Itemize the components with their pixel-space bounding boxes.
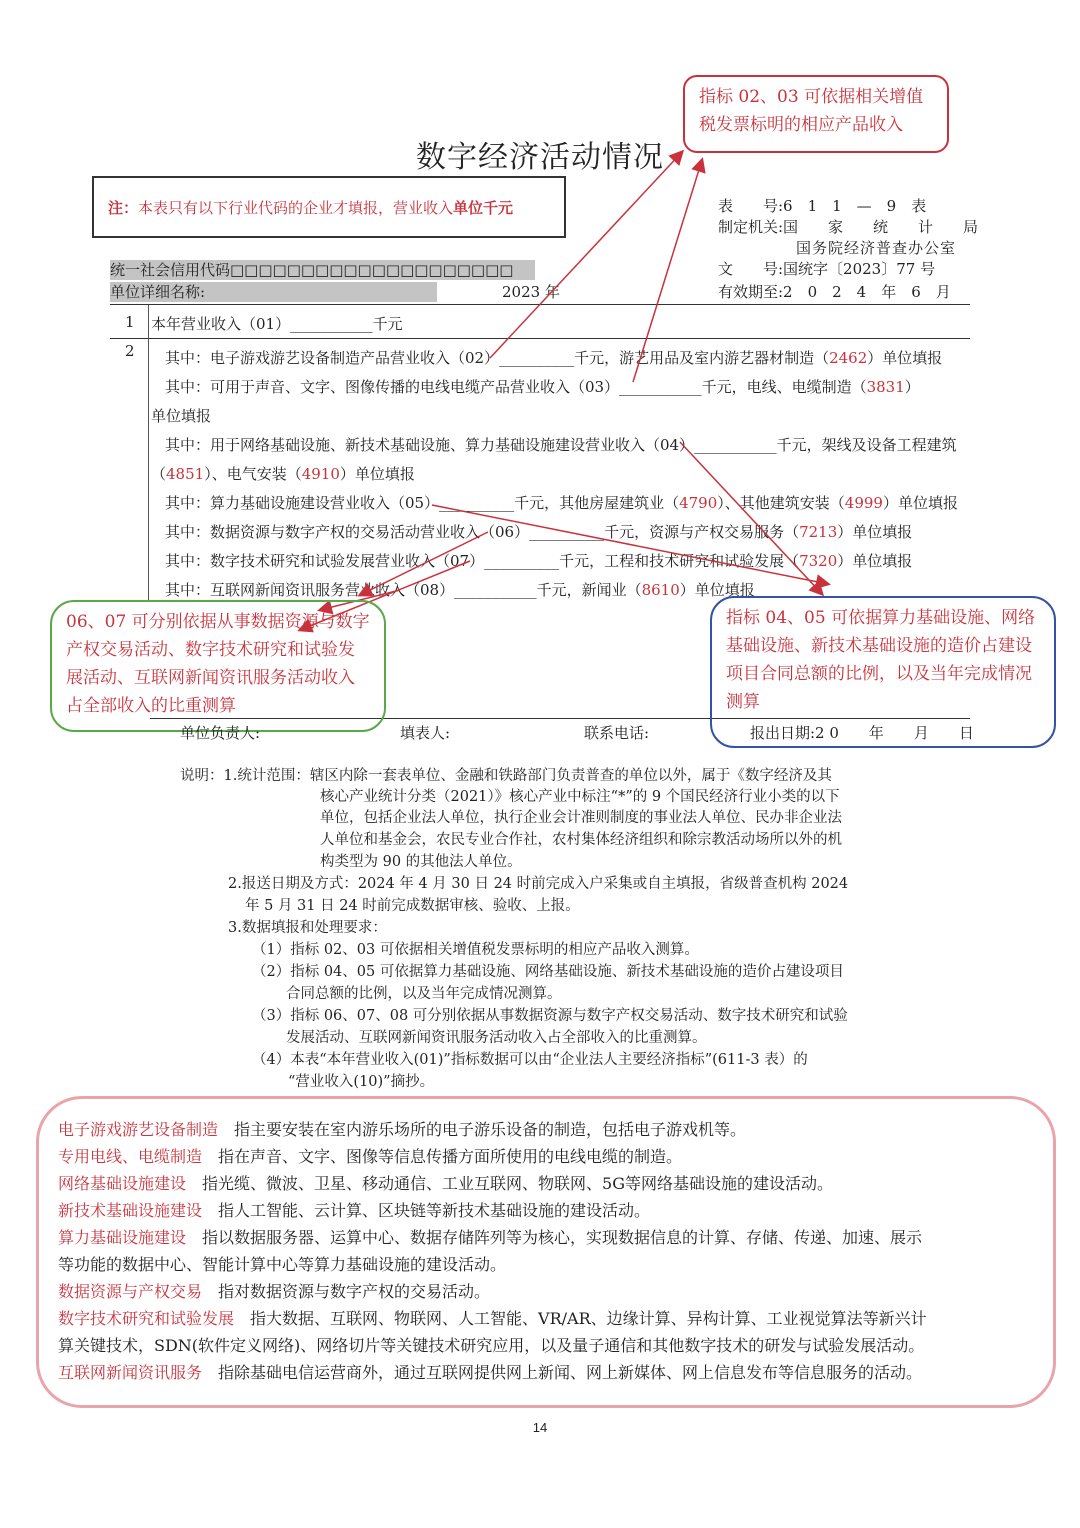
row-item-04-cont-text: （ [151, 465, 167, 483]
definition-term: 数据资源与产权交易 [58, 1282, 203, 1301]
note-bold: 单位千元 [453, 198, 514, 217]
arrow-to-callout-top [490, 152, 682, 358]
notes-line: （3）指标 06、07、08 可分别依据从事数据资源与数字产权交易活动、数字技术研究和试验 [252, 1008, 848, 1024]
callout-left: 06、07 可分别依据从事数据资源与数字产权交易活动、数字技术研究和试验发展活动、互联网新闻资讯服务活动收入占全部收入的比重测算 [50, 600, 386, 732]
row-item-07-text: 其中：数字技术研究和试验发展营业收入（07）__________千元，工程和技术研究和试验发展（ [165, 552, 800, 570]
callout-top: 指标 02、03 可依据相关增值税发票标明的相应产品收入 [683, 75, 949, 153]
industry-code: 8610 [641, 581, 680, 599]
issuing-authority: 制定机关:国 家 统 计 局 [718, 218, 979, 236]
arrow-to-callout-left [360, 532, 488, 595]
industry-code: 4851 [166, 465, 205, 483]
notes-line: 说明：1.统计范围：辖区内除一套表单位、金融和铁路部门负责普查的单位以外，属于《数字经济及其 [180, 768, 832, 784]
definition-text: 指在声音、文字、图像等信息传播方面所使用的电线电缆的制造。 [202, 1147, 683, 1166]
unit-name-label: 单位详细名称: [110, 283, 206, 301]
unit-head-label: 单位负责人: [180, 724, 261, 742]
notes-line: “营业收入(10)”摘抄。 [288, 1074, 435, 1090]
row-item-08-tail: ）单位填报 [679, 581, 755, 599]
row-item-02-tail: ）单位填报 [867, 349, 943, 367]
notes-line: （1）指标 02、03 可依据相关增值税发票标明的相应产品收入测算。 [252, 942, 699, 958]
row-item-05-tail: ）单位填报 [882, 494, 958, 512]
definition-item [58, 1197, 650, 1224]
notes-line: 年 5 月 31 日 24 时前完成数据审核、验收、上报。 [245, 898, 580, 914]
notes-line: （4）本表“本年营业收入(01)”指标数据可以由“企业法人主要经济指标”(611-3 表）的 [252, 1052, 808, 1068]
definition-term: 专用电线、电缆制造 [58, 1147, 203, 1166]
notes-line: 2.报送日期及方式：2024 年 4 月 30 日 24 时前完成入户采集或自主填报，省级普查机构 2024 [228, 876, 849, 892]
definition-item [58, 1305, 927, 1332]
row-item-03-text: 其中：可用于声音、文字、图像传播的电线电缆产品营业收入（03）___________千元，电线、电缆制造（ [165, 378, 867, 396]
definition-text: 指大数据、互联网、物联网、人工智能、VR/AR、边缘计算、异构计算、工业视觉算法等新兴计 [234, 1309, 927, 1328]
definition-term: 网络基础设施建设 [58, 1174, 187, 1193]
note-prefix: 注： [108, 198, 139, 217]
definition-text: 指人工智能、云计算、区块链等新技术基础设施的建设活动。 [202, 1201, 651, 1220]
definition-term: 数字技术研究和试验发展 [58, 1309, 235, 1328]
row-item-05-mid: ）、其他建筑安装（ [717, 494, 845, 512]
definition-term: 算力基础设施建设 [58, 1228, 187, 1247]
notes-line: 核心产业统计分类（2021）》核心产业中标注“*”的 9 个国民经济行业小类的以下 [320, 789, 840, 805]
row-item-04-cont-tail: ）单位填报 [339, 465, 415, 483]
arrow-to-callout-right [432, 505, 828, 584]
row-item-06-tail: ）单位填报 [837, 523, 913, 541]
page-number: 14 [532, 1420, 548, 1435]
notes-line: 构类型为 90 的其他法人单位。 [320, 854, 522, 870]
issuing-office: 国务院经济普查办公室 [796, 239, 957, 257]
definition-text: 指对数据资源与数字产权的交易活动。 [202, 1282, 491, 1301]
industry-code: 4790 [679, 494, 718, 512]
row-item-02-text: 其中：电子游戏游艺设备制造产品营业收入（02）__________千元，游艺用品及室内游艺器材制造（ [165, 349, 830, 367]
definition-item [58, 1143, 682, 1170]
definition-item [58, 1278, 490, 1305]
industry-code: 4910 [301, 465, 340, 483]
definition-item [58, 1116, 746, 1143]
row-item-05-text: 其中：算力基础设施建设营业收入（05）__________千元，其他房屋建筑业（ [165, 494, 680, 512]
row-item-03-tail: ） [904, 378, 920, 396]
row-item-03-cont: 单位填报 [151, 407, 212, 425]
row-item-04[interactable]: 其中：用于网络基础设施、新技术基础设施、算力基础设施建设营业收入（04）___________千元，架线及设备工程建筑 [165, 436, 957, 454]
industry-code: 3831 [866, 378, 905, 396]
definition-term: 新技术基础设施建设 [58, 1201, 203, 1220]
definition-item-cont: 等功能的数据中心、智能计算中心等算力基础设施的建设活动。 [58, 1255, 507, 1274]
definition-item [58, 1170, 833, 1197]
document-number: 文 号:国统字〔2023〕77 号 [718, 260, 936, 278]
note-text: 本表只有以下行业代码的企业才填报，营业收入 [138, 198, 454, 217]
row-total-revenue[interactable]: 本年营业收入（01）___________千元 [151, 315, 403, 333]
row-item-07-tail: ）单位填报 [837, 552, 913, 570]
valid-until: 有效期至:2 0 2 4 年 6 月 [718, 283, 951, 301]
filler-label: 填表人: [400, 724, 451, 742]
row-item-04-cont-mid: ）、电气安装（ [204, 465, 302, 483]
notes-line: 人单位和基金会，农民专业合作社，农村集体经济组织和除宗教活动场所以外的机 [320, 832, 842, 848]
definition-item-cont: 算关键技术，SDN(软件定义网络)、网络切片等关键技术研究应用，以及量子通信和其他数字技术的研发与试验发展活动。 [58, 1336, 925, 1355]
definition-text: 指主要安装在室内游乐场所的电子游乐设备的制造，包括电子游戏机等。 [218, 1120, 747, 1139]
definition-term: 互联网新闻资讯服务 [58, 1363, 203, 1382]
form-number: 表 号:6 1 1 — 9 表 [718, 197, 927, 215]
notes-line: 合同总额的比例，以及当年完成情况测算。 [286, 986, 562, 1002]
phone-label: 联系电话: [584, 724, 650, 742]
report-year: 2023 年 [502, 283, 560, 301]
definition-text: 指除基础电信运营商外，通过互联网提供网上新闻、网上新媒体、网上信息发布等信息服务的活动。 [202, 1363, 923, 1382]
notes-line: 3.数据填报和处理要求： [228, 920, 387, 936]
notes-line: （2）指标 04、05 可依据算力基础设施、网络基础设施、新技术基础设施的造价占建设项目 [252, 964, 844, 980]
credit-code-label: 统一社会信用代码□□□□□□□□□□□□□□□□□□□□ [110, 261, 514, 279]
industry-code: 7213 [799, 523, 838, 541]
report-date-label: 报出日期:2 0 年 月 日 [750, 724, 974, 742]
row-number-1: 1 [125, 313, 135, 331]
definition-item [58, 1359, 922, 1386]
notes-line: 单位，包括企业法人单位，执行企业会计准则制度的事业法人单位、民办非企业法 [320, 810, 842, 826]
definition-term: 电子游戏游艺设备制造 [58, 1120, 219, 1139]
callout-right: 指标 04、05 可依据算力基础设施、网络基础设施、新技术基础设施的造价占建设项目合同总额的比例，以及当年完成情况测算 [710, 596, 1056, 748]
row-item-08-text: 其中：互联网新闻资讯服务营业收入（08）___________千元，新闻业（ [165, 581, 642, 599]
definition-text: 指光缆、微波、卫星、移动通信、工业互联网、物联网、5G等网络基础设施的建设活动。 [186, 1174, 833, 1193]
industry-code: 4999 [844, 494, 883, 512]
industry-code: 7320 [799, 552, 838, 570]
notes-line: 发展活动、互联网新闻资讯服务活动收入占全部收入的比重测算。 [286, 1030, 707, 1046]
industry-code: 2462 [829, 349, 868, 367]
arrow-to-callout-right [680, 442, 822, 594]
definition-text: 指以数据服务器、运算中心、数据存储阵列等为核心，实现数据信息的计算、存储、传递、加速、展示 [186, 1228, 923, 1247]
row-item-06-text: 其中：数据资源与数字产权的交易活动营业收入（06）__________千元，资源与产权交易服务（ [165, 523, 800, 541]
row-number-2: 2 [125, 342, 135, 360]
page-title: 数字经济活动情况 [416, 140, 664, 175]
definition-item [58, 1224, 922, 1251]
